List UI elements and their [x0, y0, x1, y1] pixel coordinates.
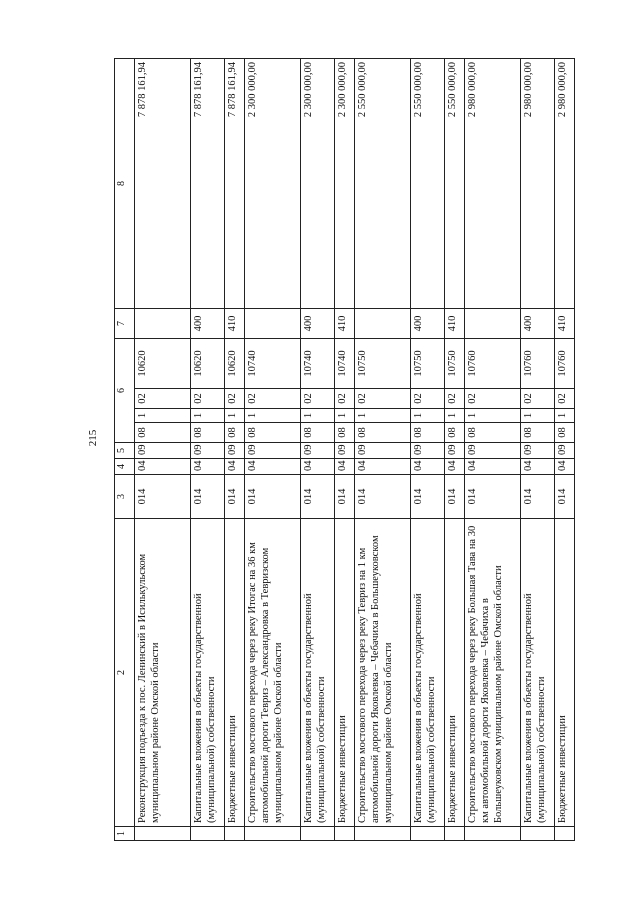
row-number-cell [225, 827, 245, 841]
code-program-cell: 08 [191, 423, 225, 443]
row-name-cell: Бюджетные инвестиции [555, 519, 575, 827]
code-ministry-cell: 014 [521, 475, 555, 519]
code-ministry-cell: 014 [355, 475, 411, 519]
code-program-cell: 08 [411, 423, 445, 443]
code-ministry-cell: 014 [465, 475, 521, 519]
code-subsection-cell: 09 [521, 443, 555, 459]
code-subprogram-cell: 1 [245, 409, 301, 423]
budget-table [114, 58, 575, 841]
row-name-cell: Капитальные вложения в объекты государственной (муниципальной) собственности [191, 519, 225, 827]
code-ministry-cell: 014 [191, 475, 225, 519]
row-name-cell: Бюджетные инвестиции [445, 519, 465, 827]
code-section-cell: 04 [191, 459, 225, 475]
col-header-1: 1 [115, 827, 135, 841]
code-section-cell: 04 [555, 459, 575, 475]
table-row [191, 59, 225, 841]
code-target-cell: 10760 [521, 339, 555, 389]
row-number-cell [191, 827, 225, 841]
row-name-cell: Бюджетные инвестиции [225, 519, 245, 827]
code-subsection-cell: 09 [555, 443, 575, 459]
code-activity-cell: 02 [411, 389, 445, 409]
code-expense-type-cell [465, 309, 521, 339]
code-program-cell: 08 [355, 423, 411, 443]
code-activity-cell: 02 [245, 389, 301, 409]
code-activity-cell: 02 [465, 389, 521, 409]
code-activity-cell: 02 [191, 389, 225, 409]
col-header-2: 2 [115, 519, 135, 827]
row-number-cell [445, 827, 465, 841]
code-subprogram-cell: 1 [225, 409, 245, 423]
col-header-7: 7 [115, 309, 135, 339]
code-expense-type-cell: 400 [411, 309, 445, 339]
code-subprogram-cell: 1 [135, 409, 191, 423]
code-program-cell: 08 [301, 423, 335, 443]
code-ministry-cell: 014 [135, 475, 191, 519]
table-row [411, 59, 445, 841]
code-target-cell: 10620 [191, 339, 225, 389]
row-number-cell [465, 827, 521, 841]
row-number-cell [555, 827, 575, 841]
amount-cell: 7 878 161,94 [135, 59, 191, 309]
table-row [465, 59, 521, 841]
code-program-cell: 08 [445, 423, 465, 443]
code-subprogram-cell: 1 [301, 409, 335, 423]
code-ministry-cell: 014 [411, 475, 445, 519]
code-subprogram-cell: 1 [355, 409, 411, 423]
code-program-cell: 08 [225, 423, 245, 443]
row-number-cell [411, 827, 445, 841]
code-subsection-cell: 09 [411, 443, 445, 459]
code-target-cell: 10620 [135, 339, 191, 389]
table-row [135, 59, 191, 841]
code-expense-type-cell: 410 [335, 309, 355, 339]
row-number-cell [245, 827, 301, 841]
code-subprogram-cell: 1 [411, 409, 445, 423]
amount-cell: 2 980 000,00 [465, 59, 521, 309]
code-activity-cell: 02 [445, 389, 465, 409]
code-section-cell: 04 [445, 459, 465, 475]
code-subsection-cell: 09 [355, 443, 411, 459]
code-expense-type-cell: 400 [521, 309, 555, 339]
code-section-cell: 04 [355, 459, 411, 475]
code-ministry-cell: 014 [335, 475, 355, 519]
code-subsection-cell: 09 [245, 443, 301, 459]
amount-cell: 7 878 161,94 [225, 59, 245, 309]
code-ministry-cell: 014 [301, 475, 335, 519]
code-expense-type-cell: 400 [191, 309, 225, 339]
code-section-cell: 04 [335, 459, 355, 475]
code-section-cell: 04 [411, 459, 445, 475]
code-target-cell: 10750 [355, 339, 411, 389]
code-program-cell: 08 [465, 423, 521, 443]
code-subsection-cell: 09 [301, 443, 335, 459]
code-target-cell: 10620 [225, 339, 245, 389]
code-section-cell: 04 [301, 459, 335, 475]
code-activity-cell: 02 [135, 389, 191, 409]
col-header-6: 6 [115, 339, 135, 443]
row-number-cell [301, 827, 335, 841]
code-target-cell: 10740 [245, 339, 301, 389]
code-activity-cell: 02 [355, 389, 411, 409]
row-name-cell: Капитальные вложения в объекты государственной (муниципальной) собственности [301, 519, 335, 827]
code-activity-cell: 02 [521, 389, 555, 409]
code-program-cell: 08 [555, 423, 575, 443]
amount-cell: 2 300 000,00 [245, 59, 301, 309]
code-target-cell: 10750 [411, 339, 445, 389]
code-expense-type-cell [135, 309, 191, 339]
table-row [245, 59, 301, 841]
code-expense-type-cell: 400 [301, 309, 335, 339]
table-row [355, 59, 411, 841]
amount-cell: 2 550 000,00 [355, 59, 411, 309]
rotated-table-container [114, 59, 612, 841]
row-name-cell: Строительство мостового перехода через реку Итогас на 36 км автомобильной дороги Тевриз – Александровка в Тевризском муниципальном районе Омской области [245, 519, 301, 827]
code-subprogram-cell: 1 [555, 409, 575, 423]
amount-cell: 2 300 000,00 [335, 59, 355, 309]
code-section-cell: 04 [521, 459, 555, 475]
amount-cell: 2 980 000,00 [521, 59, 555, 309]
amount-cell: 2 980 000,00 [555, 59, 575, 309]
code-section-cell: 04 [225, 459, 245, 475]
row-number-cell [355, 827, 411, 841]
code-subsection-cell: 09 [465, 443, 521, 459]
table-row [335, 59, 355, 841]
table-row [301, 59, 335, 841]
amount-cell: 7 878 161,94 [191, 59, 225, 309]
code-activity-cell: 02 [555, 389, 575, 409]
col-header-5: 5 [115, 443, 135, 459]
code-subsection-cell: 09 [135, 443, 191, 459]
code-ministry-cell: 014 [445, 475, 465, 519]
code-section-cell: 04 [465, 459, 521, 475]
code-program-cell: 08 [521, 423, 555, 443]
table-row [225, 59, 245, 841]
table-row [445, 59, 465, 841]
row-name-cell: Капитальные вложения в объекты государственной (муниципальной) собственности [521, 519, 555, 827]
code-subprogram-cell: 1 [191, 409, 225, 423]
code-activity-cell: 02 [301, 389, 335, 409]
amount-cell: 2 300 000,00 [301, 59, 335, 309]
code-subsection-cell: 09 [225, 443, 245, 459]
code-target-cell: 10760 [465, 339, 521, 389]
row-name-cell: Строительство мостового перехода через реку Большая Тава на 30 км автомобильной дороги Яковлевка – Чебачиха в Большеуковском муниципальном районе Омской области [465, 519, 521, 827]
code-expense-type-cell: 410 [445, 309, 465, 339]
row-name-cell: Строительство мостового перехода через реку Тевриз на 1 км автомобильной дороги Яковлевка – Чебачиха в Большеуковском муниципальном районе Омской области [355, 519, 411, 827]
row-name-cell: Капитальные вложения в объекты государственной (муниципальной) собственности [411, 519, 445, 827]
code-subsection-cell: 09 [335, 443, 355, 459]
code-subsection-cell: 09 [191, 443, 225, 459]
row-number-cell [335, 827, 355, 841]
table-row [555, 59, 575, 841]
code-ministry-cell: 014 [225, 475, 245, 519]
code-subprogram-cell: 1 [335, 409, 355, 423]
table-row [521, 59, 555, 841]
code-expense-type-cell [245, 309, 301, 339]
code-subprogram-cell: 1 [521, 409, 555, 423]
code-target-cell: 10740 [301, 339, 335, 389]
amount-cell: 2 550 000,00 [411, 59, 445, 309]
code-target-cell: 10740 [335, 339, 355, 389]
page-number: 215 [87, 429, 99, 447]
col-header-3: 3 [115, 475, 135, 519]
row-number-cell [135, 827, 191, 841]
code-section-cell: 04 [135, 459, 191, 475]
code-subprogram-cell: 1 [445, 409, 465, 423]
code-section-cell: 04 [245, 459, 301, 475]
header-row [115, 59, 135, 841]
code-expense-type-cell: 410 [555, 309, 575, 339]
amount-cell: 2 550 000,00 [445, 59, 465, 309]
code-activity-cell: 02 [335, 389, 355, 409]
row-name-cell: Бюджетные инвестиции [335, 519, 355, 827]
code-target-cell: 10750 [445, 339, 465, 389]
code-expense-type-cell: 410 [225, 309, 245, 339]
code-target-cell: 10760 [555, 339, 575, 389]
code-subsection-cell: 09 [445, 443, 465, 459]
code-ministry-cell: 014 [245, 475, 301, 519]
code-program-cell: 08 [135, 423, 191, 443]
table-body [135, 59, 575, 841]
row-number-cell [521, 827, 555, 841]
col-header-4: 4 [115, 459, 135, 475]
col-header-8: 8 [115, 59, 135, 309]
code-activity-cell: 02 [225, 389, 245, 409]
code-subprogram-cell: 1 [465, 409, 521, 423]
code-ministry-cell: 014 [555, 475, 575, 519]
code-expense-type-cell [355, 309, 411, 339]
row-name-cell: Реконструкция подъезда к пос. Ленинский в Исилькульском муниципальном районе Омской области [135, 519, 191, 827]
code-program-cell: 08 [335, 423, 355, 443]
code-program-cell: 08 [245, 423, 301, 443]
